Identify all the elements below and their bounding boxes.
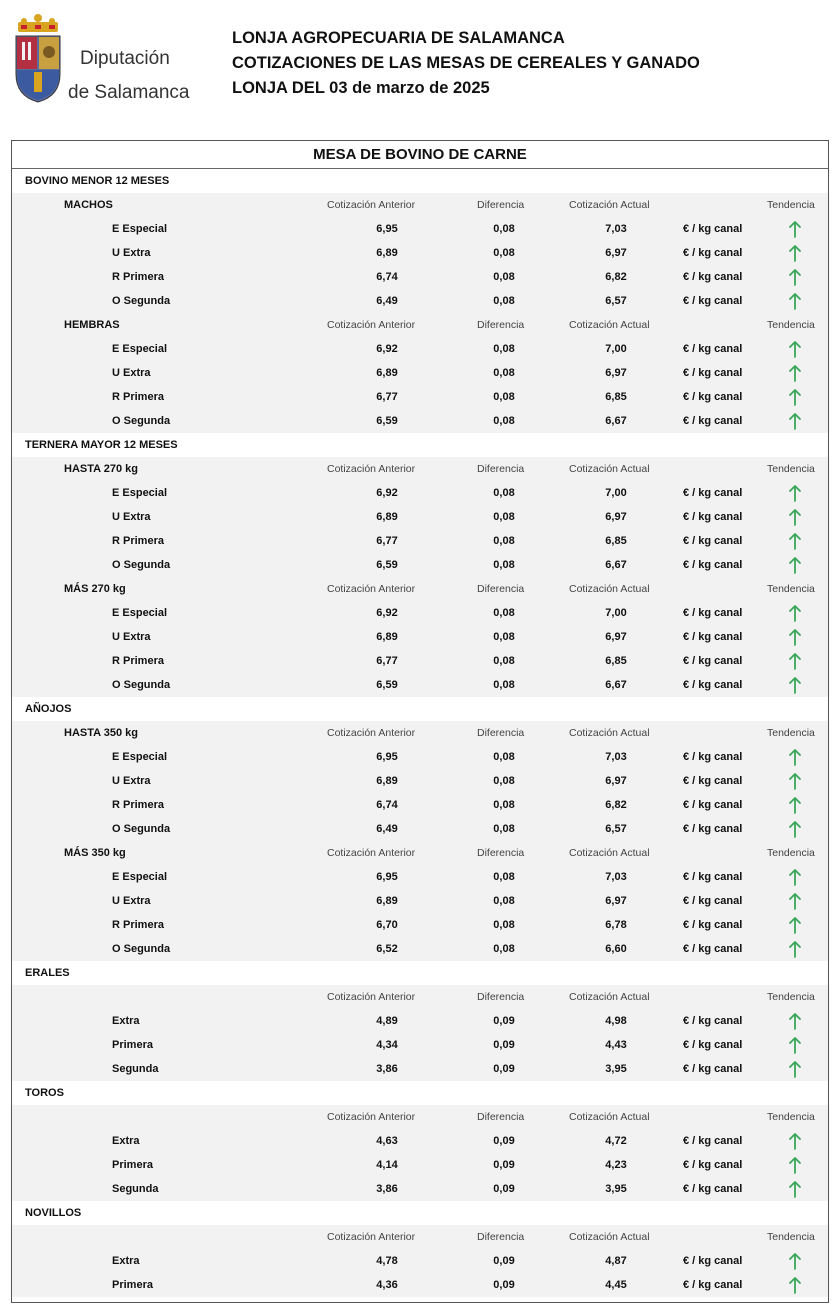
row-label: O Segunda (112, 679, 171, 691)
price-actual: 7,00 (605, 487, 627, 499)
price-diferencia: 0,09 (493, 1015, 515, 1027)
column-header-tendencia: Tendencia (767, 199, 815, 211)
price-diferencia: 0,08 (493, 799, 515, 811)
table-row (12, 673, 828, 697)
trend-up-arrow-icon (788, 484, 802, 502)
price-unit: € / kg canal (683, 1255, 743, 1267)
column-header-anterior: Cotización Anterior (327, 1231, 416, 1243)
table-row (12, 865, 828, 889)
price-anterior: 6,95 (376, 871, 398, 883)
price-diferencia: 0,09 (493, 1039, 515, 1051)
group-header-row (12, 841, 828, 865)
price-anterior: 6,52 (376, 943, 398, 955)
price-actual: 4,72 (605, 1135, 627, 1147)
price-unit: € / kg canal (683, 1183, 743, 1195)
price-anterior: 4,34 (376, 1039, 398, 1051)
price-unit: € / kg canal (683, 1135, 743, 1147)
price-anterior: 6,59 (376, 679, 398, 691)
group-header-row (12, 457, 828, 481)
price-diferencia: 0,08 (493, 367, 515, 379)
section-title: NOVILLOS (12, 1201, 828, 1225)
price-actual: 4,43 (605, 1039, 627, 1051)
table-row (12, 1153, 828, 1177)
table-row (12, 409, 828, 433)
price-unit: € / kg canal (683, 631, 743, 643)
trend-up-arrow-icon (788, 604, 802, 622)
row-label: U Extra (112, 367, 151, 379)
price-unit: € / kg canal (683, 1279, 743, 1291)
price-diferencia: 0,08 (493, 919, 515, 931)
trend-up-arrow-icon (788, 1252, 802, 1270)
trend-up-arrow-icon (788, 628, 802, 646)
table-row (12, 529, 828, 553)
price-anterior: 6,89 (376, 247, 398, 259)
price-diferencia: 0,08 (493, 223, 515, 235)
table-row (12, 481, 828, 505)
price-anterior: 6,89 (376, 895, 398, 907)
group-header-row (12, 985, 828, 1009)
price-diferencia: 0,08 (493, 511, 515, 523)
column-header-actual: Cotización Actual (569, 727, 650, 739)
price-actual: 6,97 (605, 367, 627, 379)
table-row (12, 337, 828, 361)
group-name: MACHOS (64, 199, 113, 211)
price-actual: 6,67 (605, 679, 627, 691)
price-diferencia: 0,08 (493, 679, 515, 691)
price-diferencia: 0,09 (493, 1159, 515, 1171)
price-actual: 6,97 (605, 775, 627, 787)
group-header-row (12, 721, 828, 745)
price-unit: € / kg canal (683, 775, 743, 787)
price-actual: 6,97 (605, 895, 627, 907)
trend-up-arrow-icon (788, 340, 802, 358)
column-header-anterior: Cotización Anterior (327, 991, 416, 1003)
table-row (12, 1249, 828, 1273)
price-actual: 6,57 (605, 295, 627, 307)
price-unit: € / kg canal (683, 511, 743, 523)
row-label: R Primera (112, 535, 164, 547)
price-actual: 4,98 (605, 1015, 627, 1027)
column-header-tendencia: Tendencia (767, 319, 815, 331)
table-row (12, 289, 828, 313)
row-label: O Segunda (112, 823, 171, 835)
price-actual: 6,85 (605, 535, 627, 547)
trend-up-arrow-icon (788, 820, 802, 838)
row-label: E Especial (112, 751, 168, 763)
price-diferencia: 0,08 (493, 271, 515, 283)
group-header-row (12, 313, 828, 337)
price-anterior: 4,63 (376, 1135, 398, 1147)
column-header-anterior: Cotización Anterior (327, 199, 416, 211)
trend-up-arrow-icon (788, 652, 802, 670)
price-actual: 6,82 (605, 271, 627, 283)
column-header-anterior: Cotización Anterior (327, 727, 416, 739)
table-row (12, 265, 828, 289)
table-row (12, 937, 828, 961)
row-label: O Segunda (112, 943, 171, 955)
price-unit: € / kg canal (683, 559, 743, 571)
trend-up-arrow-icon (788, 868, 802, 886)
price-diferencia: 0,08 (493, 943, 515, 955)
table-row (12, 913, 828, 937)
trend-up-arrow-icon (788, 388, 802, 406)
table-row (12, 553, 828, 577)
logo (12, 12, 212, 108)
table-row (12, 889, 828, 913)
section-title: TOROS (12, 1081, 828, 1105)
price-anterior: 6,49 (376, 823, 398, 835)
trend-up-arrow-icon (788, 1276, 802, 1294)
column-header-diferencia: Diferencia (477, 991, 525, 1003)
logo-text-line1: Diputación (80, 48, 170, 69)
row-label: R Primera (112, 271, 164, 283)
table-row (12, 601, 828, 625)
header-line-2: COTIZACIONES DE LAS MESAS DE CEREALES Y GANADO (232, 54, 700, 72)
column-header-actual: Cotización Actual (569, 463, 650, 475)
trend-up-arrow-icon (788, 556, 802, 574)
trend-up-arrow-icon (788, 364, 802, 382)
price-actual: 3,95 (605, 1183, 627, 1195)
section-title: TERNERA MAYOR 12 MESES (12, 433, 828, 457)
column-header-diferencia: Diferencia (477, 319, 525, 331)
price-anterior: 6,95 (376, 223, 398, 235)
price-anterior: 6,74 (376, 271, 398, 283)
trend-up-arrow-icon (788, 1060, 802, 1078)
section-title: AÑOJOS (12, 697, 828, 721)
column-header-diferencia: Diferencia (477, 199, 525, 211)
price-anterior: 4,78 (376, 1255, 398, 1267)
price-anterior: 6,89 (376, 511, 398, 523)
table-title: MESA DE BOVINO DE CARNE (12, 141, 828, 169)
price-anterior: 4,89 (376, 1015, 398, 1027)
price-anterior: 4,36 (376, 1279, 398, 1291)
price-actual: 6,85 (605, 391, 627, 403)
price-diferencia: 0,08 (493, 535, 515, 547)
table-row (12, 241, 828, 265)
price-actual: 6,97 (605, 631, 627, 643)
price-unit: € / kg canal (683, 1159, 743, 1171)
table-row (12, 217, 828, 241)
price-unit: € / kg canal (683, 535, 743, 547)
section-title: BOVINO MENOR 12 MESES (12, 169, 828, 193)
table-row (12, 505, 828, 529)
price-unit: € / kg canal (683, 487, 743, 499)
row-label: Primera (112, 1279, 153, 1291)
price-diferencia: 0,08 (493, 295, 515, 307)
group-name: MÁS 270 kg (64, 583, 126, 595)
row-label: E Especial (112, 343, 168, 355)
price-actual: 7,00 (605, 607, 627, 619)
price-diferencia: 0,08 (493, 823, 515, 835)
price-anterior: 6,92 (376, 607, 398, 619)
column-header-tendencia: Tendencia (767, 1231, 815, 1243)
price-anterior: 4,14 (376, 1159, 398, 1171)
price-unit: € / kg canal (683, 223, 743, 235)
header-line-1: LONJA AGROPECUARIA DE SALAMANCA (232, 29, 565, 47)
column-header-anterior: Cotización Anterior (327, 1111, 416, 1123)
trend-up-arrow-icon (788, 1180, 802, 1198)
coat-of-arms-icon (12, 12, 64, 104)
trend-up-arrow-icon (788, 916, 802, 934)
trend-up-arrow-icon (788, 532, 802, 550)
price-diferencia: 0,08 (493, 631, 515, 643)
column-header-actual: Cotización Actual (569, 847, 650, 859)
column-header-actual: Cotización Actual (569, 583, 650, 595)
price-actual: 6,78 (605, 919, 627, 931)
price-unit: € / kg canal (683, 1063, 743, 1075)
price-anterior: 6,89 (376, 775, 398, 787)
table-row (12, 385, 828, 409)
table-row (12, 361, 828, 385)
price-unit: € / kg canal (683, 799, 743, 811)
price-actual: 6,82 (605, 799, 627, 811)
row-label: Extra (112, 1135, 140, 1147)
group-header-row (12, 193, 828, 217)
column-header-tendencia: Tendencia (767, 463, 815, 475)
price-unit: € / kg canal (683, 679, 743, 691)
trend-up-arrow-icon (788, 796, 802, 814)
price-unit: € / kg canal (683, 1015, 743, 1027)
price-anterior: 6,89 (376, 631, 398, 643)
row-label: R Primera (112, 799, 164, 811)
column-header-diferencia: Diferencia (477, 847, 525, 859)
row-label: Segunda (112, 1063, 159, 1075)
trend-up-arrow-icon (788, 892, 802, 910)
price-anterior: 6,74 (376, 799, 398, 811)
trend-up-arrow-icon (788, 1132, 802, 1150)
column-header-tendencia: Tendencia (767, 1111, 815, 1123)
price-actual: 7,00 (605, 343, 627, 355)
price-diferencia: 0,08 (493, 895, 515, 907)
price-actual: 6,97 (605, 247, 627, 259)
group-header-row (12, 577, 828, 601)
price-diferencia: 0,08 (493, 247, 515, 259)
group-name: MÁS 350 kg (64, 847, 126, 859)
price-anterior: 6,89 (376, 367, 398, 379)
table-row (12, 1273, 828, 1297)
row-label: E Especial (112, 223, 168, 235)
column-header-anterior: Cotización Anterior (327, 463, 416, 475)
price-anterior: 6,49 (376, 295, 398, 307)
price-actual: 6,67 (605, 415, 627, 427)
price-anterior: 3,86 (376, 1063, 398, 1075)
price-diferencia: 0,08 (493, 559, 515, 571)
price-diferencia: 0,09 (493, 1183, 515, 1195)
column-header-tendencia: Tendencia (767, 727, 815, 739)
price-actual: 7,03 (605, 751, 627, 763)
column-header-tendencia: Tendencia (767, 583, 815, 595)
price-diferencia: 0,08 (493, 871, 515, 883)
price-unit: € / kg canal (683, 295, 743, 307)
table-row (12, 649, 828, 673)
table-row (12, 769, 828, 793)
price-diferencia: 0,08 (493, 391, 515, 403)
row-label: O Segunda (112, 295, 171, 307)
trend-up-arrow-icon (788, 1036, 802, 1054)
row-label: Primera (112, 1039, 153, 1051)
price-diferencia: 0,08 (493, 487, 515, 499)
price-actual: 6,60 (605, 943, 627, 955)
price-unit: € / kg canal (683, 415, 743, 427)
column-header-actual: Cotización Actual (569, 991, 650, 1003)
price-unit: € / kg canal (683, 655, 743, 667)
price-actual: 4,87 (605, 1255, 627, 1267)
table-body (12, 169, 828, 1297)
row-label: U Extra (112, 511, 151, 523)
price-diferencia: 0,08 (493, 655, 515, 667)
price-anterior: 6,95 (376, 751, 398, 763)
column-header-actual: Cotización Actual (569, 319, 650, 331)
price-unit: € / kg canal (683, 871, 743, 883)
price-anterior: 6,92 (376, 343, 398, 355)
table-row (12, 1033, 828, 1057)
table-row (12, 745, 828, 769)
price-unit: € / kg canal (683, 919, 743, 931)
price-unit: € / kg canal (683, 1039, 743, 1051)
price-actual: 6,85 (605, 655, 627, 667)
column-header-anterior: Cotización Anterior (327, 319, 416, 331)
price-unit: € / kg canal (683, 271, 743, 283)
trend-up-arrow-icon (788, 244, 802, 262)
trend-up-arrow-icon (788, 268, 802, 286)
row-label: E Especial (112, 607, 168, 619)
row-label: U Extra (112, 631, 151, 643)
price-diferencia: 0,08 (493, 751, 515, 763)
row-label: E Especial (112, 871, 168, 883)
row-label: U Extra (112, 775, 151, 787)
table-row (12, 1009, 828, 1033)
price-unit: € / kg canal (683, 391, 743, 403)
row-label: Primera (112, 1159, 153, 1171)
column-header-diferencia: Diferencia (477, 463, 525, 475)
column-header-anterior: Cotización Anterior (327, 583, 416, 595)
column-header-tendencia: Tendencia (767, 847, 815, 859)
trend-up-arrow-icon (788, 412, 802, 430)
column-header-diferencia: Diferencia (477, 583, 525, 595)
row-label: Segunda (112, 1183, 159, 1195)
trend-up-arrow-icon (788, 772, 802, 790)
row-label: R Primera (112, 919, 164, 931)
trend-up-arrow-icon (788, 220, 802, 238)
price-actual: 7,03 (605, 871, 627, 883)
trend-up-arrow-icon (788, 1012, 802, 1030)
trend-up-arrow-icon (788, 508, 802, 526)
price-diferencia: 0,09 (493, 1063, 515, 1075)
column-header-diferencia: Diferencia (477, 1231, 525, 1243)
trend-up-arrow-icon (788, 748, 802, 766)
row-label: U Extra (112, 247, 151, 259)
price-actual: 3,95 (605, 1063, 627, 1075)
group-name: HASTA 270 kg (64, 463, 138, 475)
table-row (12, 1057, 828, 1081)
column-header-diferencia: Diferencia (477, 1111, 525, 1123)
table-row (12, 793, 828, 817)
price-diferencia: 0,08 (493, 607, 515, 619)
price-unit: € / kg canal (683, 943, 743, 955)
column-header-tendencia: Tendencia (767, 991, 815, 1003)
price-diferencia: 0,09 (493, 1279, 515, 1291)
row-label: E Especial (112, 487, 168, 499)
trend-up-arrow-icon (788, 676, 802, 694)
column-header-actual: Cotización Actual (569, 199, 650, 211)
price-table (11, 140, 829, 1303)
row-label: O Segunda (112, 559, 171, 571)
price-actual: 6,67 (605, 559, 627, 571)
group-header-row (12, 1105, 828, 1129)
section-title: ERALES (12, 961, 828, 985)
header-line-3: LONJA DEL 03 de marzo de 2025 (232, 79, 490, 97)
price-unit: € / kg canal (683, 247, 743, 259)
column-header-diferencia: Diferencia (477, 727, 525, 739)
row-label: Extra (112, 1015, 140, 1027)
table-row (12, 1177, 828, 1201)
group-name: HEMBRAS (64, 319, 120, 331)
row-label: R Primera (112, 391, 164, 403)
price-anterior: 6,77 (376, 535, 398, 547)
price-anterior: 6,92 (376, 487, 398, 499)
price-diferencia: 0,08 (493, 775, 515, 787)
price-unit: € / kg canal (683, 895, 743, 907)
table-row (12, 1129, 828, 1153)
price-anterior: 3,86 (376, 1183, 398, 1195)
price-diferencia: 0,09 (493, 1255, 515, 1267)
column-header-actual: Cotización Actual (569, 1111, 650, 1123)
price-anterior: 6,77 (376, 655, 398, 667)
price-diferencia: 0,09 (493, 1135, 515, 1147)
price-unit: € / kg canal (683, 823, 743, 835)
row-label: O Segunda (112, 415, 171, 427)
price-actual: 6,57 (605, 823, 627, 835)
price-unit: € / kg canal (683, 607, 743, 619)
price-unit: € / kg canal (683, 367, 743, 379)
group-header-row (12, 1225, 828, 1249)
price-actual: 6,97 (605, 511, 627, 523)
price-anterior: 6,77 (376, 391, 398, 403)
price-anterior: 6,59 (376, 415, 398, 427)
logo-text-line2: de Salamanca (68, 82, 190, 103)
price-anterior: 6,59 (376, 559, 398, 571)
price-actual: 4,23 (605, 1159, 627, 1171)
price-anterior: 6,70 (376, 919, 398, 931)
price-actual: 4,45 (605, 1279, 627, 1291)
price-diferencia: 0,08 (493, 415, 515, 427)
trend-up-arrow-icon (788, 940, 802, 958)
row-label: Extra (112, 1255, 140, 1267)
row-label: U Extra (112, 895, 151, 907)
row-label: R Primera (112, 655, 164, 667)
price-diferencia: 0,08 (493, 343, 515, 355)
column-header-anterior: Cotización Anterior (327, 847, 416, 859)
table-row (12, 817, 828, 841)
column-header-actual: Cotización Actual (569, 1231, 650, 1243)
group-name: HASTA 350 kg (64, 727, 138, 739)
trend-up-arrow-icon (788, 1156, 802, 1174)
table-row (12, 625, 828, 649)
trend-up-arrow-icon (788, 292, 802, 310)
document-header (232, 26, 700, 101)
price-unit: € / kg canal (683, 751, 743, 763)
price-unit: € / kg canal (683, 343, 743, 355)
price-actual: 7,03 (605, 223, 627, 235)
